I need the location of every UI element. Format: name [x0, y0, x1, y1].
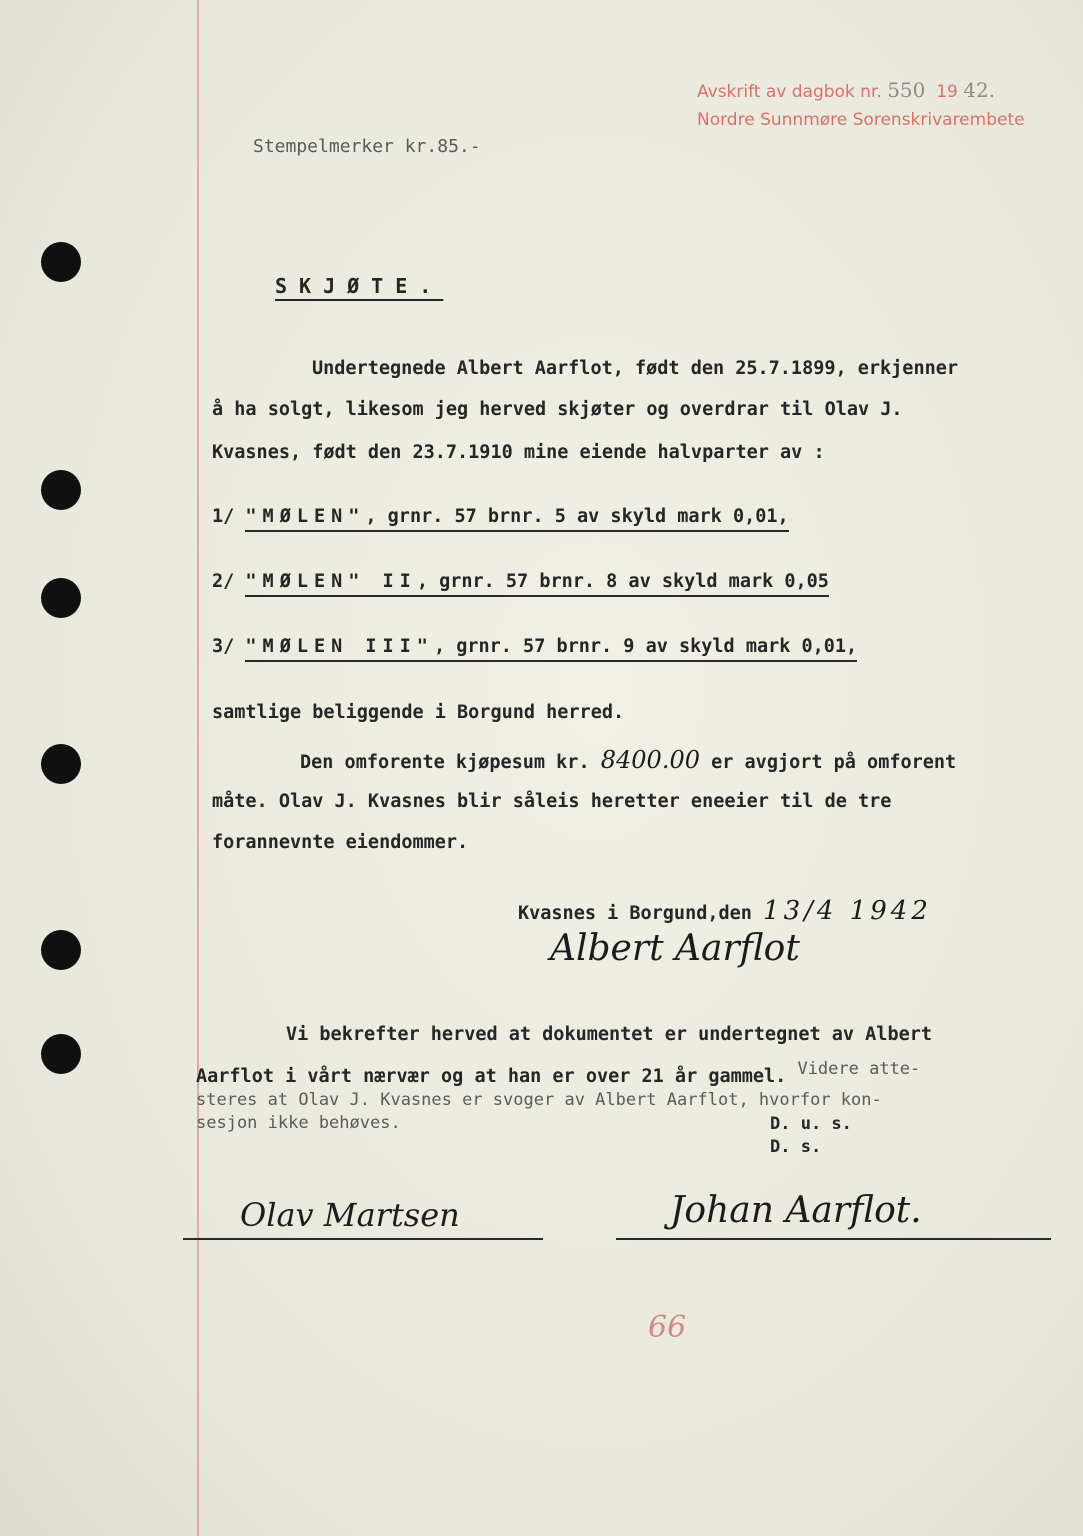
intro-line-3: Kvasnes, født den 23.7.1910 mine eiende halvparter av :: [212, 442, 825, 463]
place-text: Kvasnes i Borgund,den: [518, 903, 752, 924]
property-1-number: 1/: [212, 506, 235, 527]
stamp-year-prefix: 19: [936, 82, 958, 102]
date-handwritten: 13/4 1942: [763, 896, 932, 926]
witness-line-2: [196, 1059, 921, 1087]
witness-line-1: Vi bekrefter herved at dokumentet er undertegnet av Albert: [286, 1024, 933, 1045]
price-prefix: Den omforente kjøpesum kr.: [300, 752, 590, 773]
seller-signature: Albert Aarflot: [550, 928, 800, 969]
document-title: SKJØTE.: [275, 274, 444, 298]
stamp-year-suffix: 42.: [963, 78, 996, 102]
registry-stamp-line2: Nordre Sunnmøre Sorenskrivarembete: [697, 110, 1025, 130]
property-3-details: , grnr. 57 brnr. 9 av skyld mark 0,01,: [433, 636, 858, 657]
dus-line-1: D. u. s.: [770, 1114, 852, 1134]
property-2-number: 2/: [212, 571, 235, 592]
witness-line-2-typed: Videre atte-: [797, 1059, 921, 1079]
witness-signature-2-line: [616, 1238, 1051, 1240]
price-suffix: er avgjort på omforent: [711, 752, 957, 773]
witness-line-2-bold: Aarflot i vårt nærvær og at han er over 21 år gammel.: [196, 1066, 787, 1087]
witness-signature-1: Olav Martsen: [240, 1196, 460, 1234]
property-2-description: [245, 571, 829, 597]
property-3: [212, 636, 857, 657]
pencil-mark: 66: [648, 1310, 687, 1345]
punch-hole: [41, 1034, 81, 1074]
dus-line-2: D. s.: [770, 1137, 822, 1157]
property-2-name: "MØLEN" II: [245, 571, 417, 592]
place-date-line: [518, 896, 932, 926]
intro-line-1: Undertegnede Albert Aarflot, født den 25.7.1899, erkjenner: [312, 358, 959, 379]
registry-stamp-line1: [697, 78, 995, 102]
stamp-duty-line: Stempelmerker kr.85.-: [253, 136, 481, 157]
property-3-description: [245, 636, 857, 662]
property-2-details: , grnr. 57 brnr. 8 av skyld mark 0,05: [416, 571, 829, 592]
located-line: samtlige beliggende i Borgund herred.: [212, 702, 625, 723]
property-2: [212, 571, 829, 592]
property-1-details: , grnr. 57 brnr. 5 av skyld mark 0,01,: [365, 506, 789, 527]
intro-line-2: å ha solgt, likesom jeg herved skjøter og overdrar til Olav J.: [212, 399, 903, 420]
witness-line-4: sesjon ikke behøves.: [196, 1113, 401, 1133]
price-line-1: [300, 746, 956, 774]
price-line-2: måte. Olav J. Kvasnes blir såleis heretter eneeier til de tre: [212, 791, 892, 812]
property-1-description: [245, 506, 788, 532]
margin-line: [197, 0, 199, 1536]
punch-hole: [41, 578, 81, 618]
property-1-name: "MØLEN": [245, 506, 366, 527]
stamp-dagbok-number: 550: [887, 78, 926, 102]
witness-signature-1-line: [183, 1238, 543, 1240]
punch-hole: [41, 470, 81, 510]
punch-hole: [41, 930, 81, 970]
price-line-3: forannevnte eiendommer.: [212, 832, 469, 853]
price-amount-handwritten: 8400.00: [600, 746, 700, 774]
property-3-name: "MØLEN III": [245, 636, 434, 657]
stamp-prefix: Avskrift av dagbok nr.: [697, 82, 882, 102]
witness-line-3: steres at Olav J. Kvasnes er svoger av Albert Aarflot, hvorfor kon-: [196, 1090, 882, 1110]
punch-hole: [41, 744, 81, 784]
property-3-number: 3/: [212, 636, 235, 657]
punch-hole: [41, 242, 81, 282]
property-1: [212, 506, 789, 527]
witness-signature-2: Johan Aarflot.: [670, 1190, 922, 1231]
